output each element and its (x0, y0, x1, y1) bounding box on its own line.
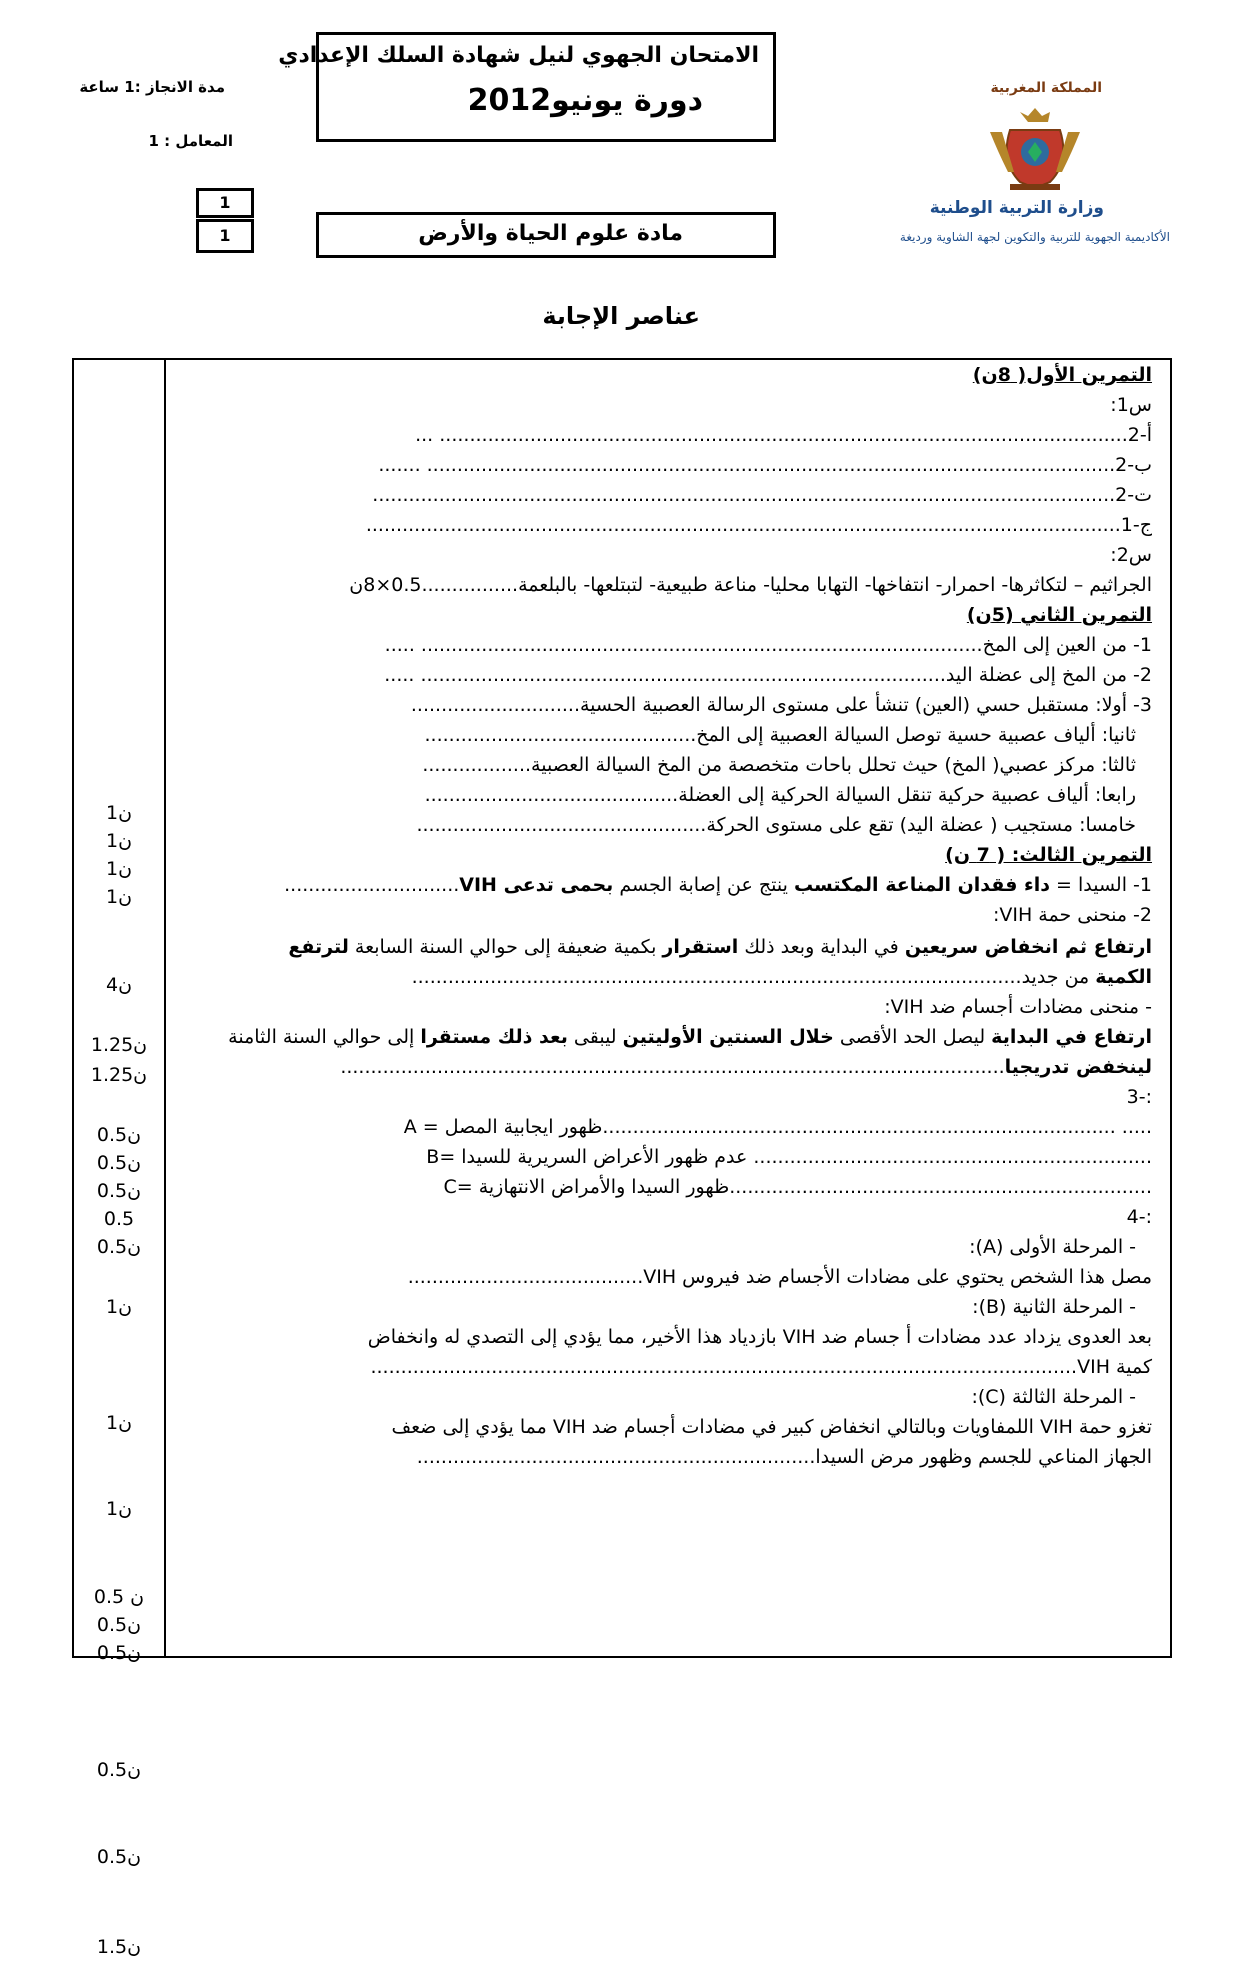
points-cell: 4ن (105, 974, 133, 996)
points-cell: 0.5ن (96, 1124, 142, 1146)
page-title: عناصر الإجابة (542, 302, 700, 330)
exercise-1-title: التمرين الأول( 8ن) (972, 364, 1152, 386)
answer-line: ثانيا: ألياف عصبية حسية توصل السيالة العصبية إلى المخ............................................. (424, 724, 1136, 746)
exercise-3-title: التمرين الثالث: ( 7 ن) (945, 844, 1152, 866)
text-run: بعد ذلك مستقرا (420, 1026, 568, 1048)
points-cell: 0.5 (103, 1208, 135, 1230)
points-cell: 1.5ن (96, 1936, 142, 1958)
answer-line: الجهاز المناعي للجسم وظهور مرض السيدا.................................................................. (416, 1446, 1152, 1468)
points-cell: 0.5ن (96, 1759, 142, 1781)
text-run: الكمية (1095, 966, 1152, 988)
answer-line: B= عدم ظهور الأعراض السريرية للسيدا .................................................................. (426, 1146, 1152, 1168)
subject-title: مادة علوم الحياة والأرض (418, 221, 683, 246)
answer-line: ت-2........................................................................................................................... (372, 484, 1152, 506)
answer-line: - المرحلة الأولى (A): (969, 1236, 1136, 1258)
text-run: إلى حوالي السنة الثامنة (228, 1026, 421, 1048)
points-cell: 0.5ن (96, 1642, 142, 1664)
points-cell: 1ن (105, 886, 133, 908)
exercise-2-title: التمرين الثاني (5ن) (966, 604, 1152, 626)
text-run: ارتفاع في البداية (991, 1026, 1152, 1048)
points-cell: 1.25ن (90, 1064, 148, 1086)
question-s2: س2: (1110, 544, 1152, 566)
text-run: ليصل الحد الأقصى (833, 1026, 992, 1048)
page-number-top: 1 (196, 188, 254, 218)
points-cell: 0.5ن (96, 1152, 142, 1174)
answer-line: خامسا: مستجيب ( عضلة اليد) تقع على مستوى الحركة................................................ (416, 814, 1136, 836)
answer-line: ثالثا: مركز عصبي( المخ) حيث تحلل باحات متخصصة من المخ السيالة العصبية.................. (422, 754, 1136, 776)
answer-line: ب-2.................................................................................................................. ....... (378, 454, 1152, 476)
points-cell: 0.5ن (96, 1180, 142, 1202)
logo-kingdom-text: المملكة المغربية (990, 80, 1102, 96)
points-cell: 1ن (105, 802, 133, 824)
text-run: داء فقدان المناعة المكتسب (793, 874, 1050, 896)
exam-session: دورة يونيو2012 (467, 83, 703, 118)
answer-line: - المرحلة الثانية (B): (972, 1296, 1136, 1318)
answer-line: ج-1............................................................................................................................. (365, 514, 1152, 536)
text-run: خلال السنتين الأوليتين (622, 1026, 834, 1048)
points-cell: 1ن (105, 1296, 133, 1318)
points-cell: 1ن (105, 1412, 133, 1434)
text-run: لترتفع (288, 936, 349, 958)
points-cell: 0.5ن (96, 1614, 142, 1636)
answer-line (284, 870, 1152, 900)
answer-line: C= ظهور السيدا والأمراض الانتهازية...................................................................... (443, 1176, 1152, 1198)
points-cell: 1ن (105, 830, 133, 852)
points-cell: 1ن (105, 1498, 133, 1520)
answer-line: - المرحلة الثالثة (C): (971, 1386, 1136, 1408)
answer-line: 4-: (1126, 1206, 1152, 1228)
points-cell: 0.5ن (96, 1236, 142, 1258)
answer-line: بعد العدوى يزداد عدد مضادات أ جسام ضد VIH بازدياد هذا الأخير، مما يؤدي إلى التصدي له وانخفاض (367, 1326, 1152, 1348)
exam-coefficient: المعامل : 1 (148, 132, 233, 150)
text-run: من جديد..................................................................................................... (411, 966, 1096, 988)
answer-line (412, 962, 1152, 992)
text-run: .............................................................................................................. (340, 1056, 1005, 1078)
answer-line: الجراثيم – لتكاثرها- احمرار- انتفاخها- التهابا محليا- مناعة طبيعية- لتبتلعها- بالبلعمة................0.5×8ن (349, 574, 1152, 596)
answer-content (162, 0, 1162, 1754)
text-run: ............................. (284, 874, 460, 896)
text-run: ارتفاع ثم انخفاض سريعين (904, 936, 1152, 958)
points-cell: 0.5ن (96, 1846, 142, 1868)
text-run: ينتج عن إصابة الجسم (613, 874, 794, 896)
logo-ministry-text: وزارة التربية الوطنية (929, 198, 1104, 218)
points-cell: 0.5 ن (93, 1586, 145, 1608)
answer-line: أ-2.................................................................................................................. ... (415, 424, 1152, 446)
answer-line: كمية VIH..................................................................................................................... (370, 1356, 1152, 1378)
answer-line: 2- من المخ إلى عضلة اليد....................................................................................... ..... (384, 664, 1152, 686)
question-s1: س1: (1110, 394, 1152, 416)
points-cell: 1ن (105, 858, 133, 880)
answer-line: 3- أولا: مستقبل حسي (العين) تنشأ على مستوى الرسالة العصبية الحسية............................ (410, 694, 1152, 716)
answer-line: رابعا: ألياف عصبية حركية تنقل السيالة الحركية إلى العضلة.......................................... (424, 784, 1136, 806)
exam-duration: مدة الانجاز :1 ساعة (79, 78, 225, 96)
answer-line: - منحنى مضادات أجسام ضد VIH: (884, 996, 1152, 1018)
answer-line (340, 1052, 1152, 1082)
exam-title: الامتحان الجهوي لنيل شهادة السلك الإعدادي (278, 43, 759, 68)
answer-line: 1- من العين إلى المخ............................................................................................. ..... (384, 634, 1152, 656)
answer-line: 2- منحنى حمة VIH: (992, 904, 1152, 926)
text-run: بحمى تدعى VIH (459, 874, 614, 896)
answer-line (288, 932, 1152, 962)
page-number-bottom: 1 (196, 219, 254, 253)
text-run: في البداية وبعد ذلك (738, 936, 905, 958)
answer-line: مصل هذا الشخص يحتوي على مضادات الأجسام ضد فيروس VIH....................................... (407, 1266, 1152, 1288)
answer-line (228, 1022, 1152, 1052)
text-run: 1- السيدا = (1050, 874, 1152, 896)
points-cell: 1.25ن (90, 1034, 148, 1056)
text-run: ليبقى (567, 1026, 623, 1048)
answer-line: 3-: (1126, 1086, 1152, 1108)
answer-line: A = ظهور ايجابية المصل..................................................................................... ..... (403, 1116, 1152, 1138)
logo-academy-text: الأكاديمية الجهوية للتربية والتكوين لجهة الشاوية ورديغة (899, 230, 1170, 244)
text-run: بكمية ضعيفة إلى حوالي السنة السابعة (348, 936, 663, 958)
answer-line: تغزو حمة VIH اللمفاويات وبالتالي انخفاض كبير في مضادات أجسام ضد VIH مما يؤدي إلى ضعف (391, 1416, 1152, 1438)
text-run: استقرار (662, 936, 739, 958)
text-run: لينخفض تدريجيا (1004, 1056, 1152, 1078)
